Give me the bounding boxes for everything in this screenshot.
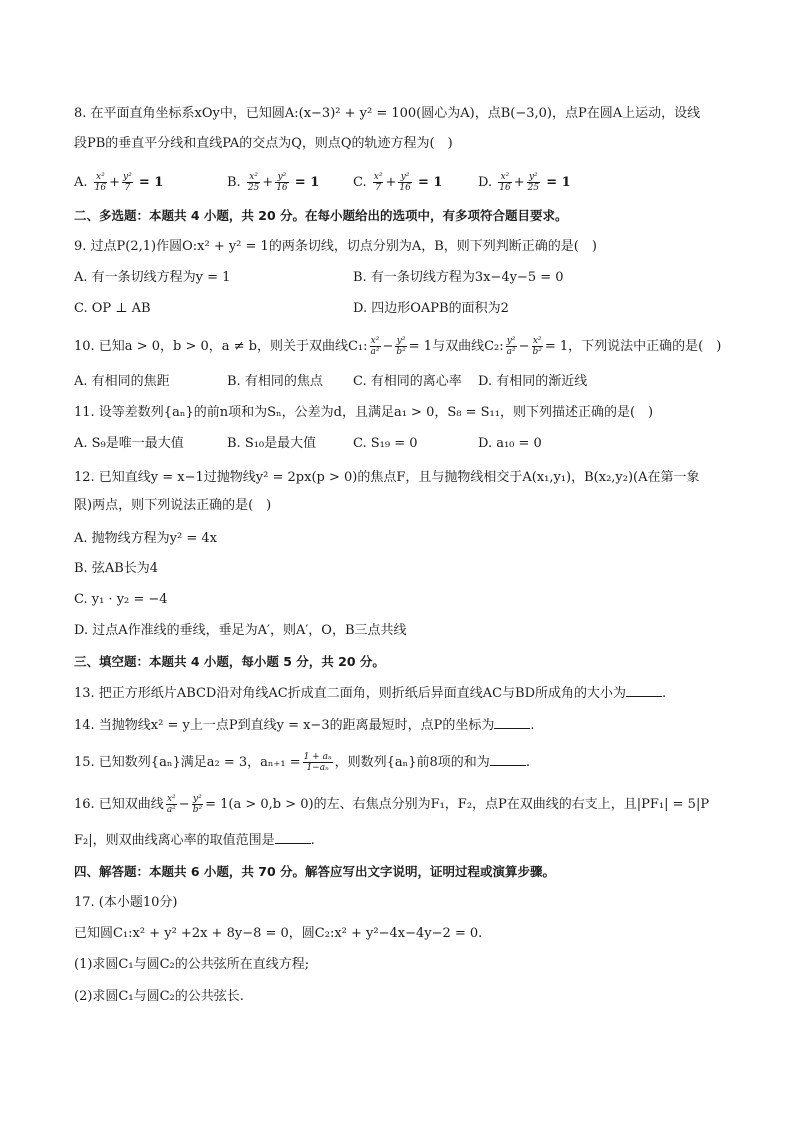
q11-option-b: B. S₁₀是最大值 [227,436,317,451]
q13-stem-end: . [662,686,667,701]
frac-num: y² [193,794,202,804]
q14-stem-text: 14. 当抛物线x² = y上一点P到直线y = x−3的距离最短时，点P的坐标为 [74,718,495,733]
frac-den: 16 [276,183,288,193]
q8-stem-line2: 段PB的垂直平分线和直线PA的交点为Q，则点Q的轨迹方程为( ) [74,136,453,151]
option-label: B. [227,175,241,190]
frac-den: b² [396,347,406,357]
q11-stem: 11. 设等差数列{aₙ}的前n项和为Sₙ，公差为d，且满足a₁ > 0，S₈ = S₁₁，则下列描述正确的是( ) [74,405,654,420]
q10-option-d: D. 有相同的渐近线 [478,374,588,389]
q16-stem-line2-text: F₂|，则双曲线离心率的取值范围是 [74,833,275,848]
q10-stem-mid: = 1与双曲线C₂: [408,339,504,354]
section-solution-heading: 四、解答题：本题共 6 小题，共 70 分。解答应写出文字说明，证明过程或演算步骤。 [74,864,556,879]
option-label: D. [478,175,493,190]
q14-stem [74,716,734,736]
q13-stem-text: 13. 把正方形纸片ABCD沿对角线AC折成直二面角，则折纸后异面直线AC与BD所成角的大小为 [74,686,627,701]
frac-den: b² [532,347,542,357]
q10-stem [74,336,734,357]
frac-den: 25 [527,183,540,193]
frac-num: y² [506,336,516,346]
frac-den: 7 [375,183,381,193]
q12-stem-line1: 12. 已知直线y = x−1过抛物线y² = 2px(p > 0)的焦点F，且与抛物线相交于A(x₁,y₁)，B(x₂,y₂)(A在第一象 [74,470,700,485]
frac-den: 16 [399,183,411,193]
q14-stem-end: . [530,718,535,733]
q12-stem-line2: 限)两点，则下列说法正确的是( ) [74,498,272,513]
section-multi-choice-heading: 二、多选题：本题共 4 小题，共 20 分。在每小题给出的选项中，有多项符合题目要求。 [74,208,568,223]
frac-num: x² [166,794,176,804]
frac-num: x² [247,172,260,183]
q12-option-b: B. 弦AB长为4 [74,561,159,576]
option-rhs: = 1 [294,175,320,190]
q15-stem-pre: 15. 已知数列{aₙ}满足a₂ = 3，aₙ₊₁ = [74,755,301,770]
frac-num: x² [94,172,107,183]
frac-den: a² [166,805,176,815]
answer-blank[interactable] [490,753,526,766]
q16-stem-line1 [74,794,734,815]
answer-blank[interactable] [275,831,311,844]
frac-den: 16 [94,183,107,193]
q17-part1: (1)求圆C₁与圆C₂的公共弦所在直线方程; [74,957,310,972]
q15-stem-post: ，则数列{aₙ}前8项的和为 [334,755,490,770]
frac-num: x² [532,336,542,346]
answer-blank[interactable] [494,716,530,729]
frac-den: 7 [124,183,131,193]
q10-minus-1: − [382,339,394,354]
q10-option-c: C. 有相同的离心率 [353,374,462,389]
q9-option-b: B. 有一条切线方程为3x−4y−5 = 0 [353,270,564,285]
q16-stem-line2 [74,831,734,851]
q9-option-d: D. 四边形OAPB的面积为2 [353,301,509,316]
q17-title: 17. (本小题10分) [74,895,178,910]
q16-stem-end: . [310,833,315,848]
option-rhs: = 1 [138,175,164,190]
frac-den: 25 [247,183,260,193]
q8-stem-line1: 8. 在平面直角坐标系xOy中，已知圆A:(x−3)² + y² = 100(圆心为A)，点B(−3,0)，点P在圆A上运动，设线 [74,106,701,121]
frac-den: b² [192,805,203,815]
frac-num: x² [498,172,511,183]
option-rhs: = 1 [417,175,443,190]
option-rhs: = 1 [546,175,571,190]
q12-option-d: D. 过点A作准线的垂线，垂足为A′，则A′，O，B三点共线 [74,623,407,638]
q15-stem-end: . [525,755,530,770]
q12-option-a: A. 抛物线方程为y² = 4x [74,531,217,546]
answer-blank[interactable] [626,684,662,697]
q8-option-a: A. $\frac{\text{x²}}{16}$ + $\frac{\text{y²}}{7}$ = 1 [74,172,164,193]
q10-option-a: A. 有相同的焦距 [74,374,170,389]
frac-num: y² [398,172,411,183]
q10-option-b: B. 有相同的焦点 [227,374,323,389]
q17-given: 已知圆C₁:x² + y² +2x + 8y−8 = 0，圆C₂:x² + y²−4x−4y−2 = 0. [74,926,483,941]
frac-num: y² [527,172,540,183]
frac-den: a² [370,347,380,357]
option-label: C. [353,175,367,190]
q12-option-c: C. y₁ · y₂ = −4 [74,592,168,607]
q17-part2: (2)求圆C₁与圆C₂的公共弦长. [74,989,244,1004]
q9-stem: 9. 过点P(2,1)作圆O:x² + y² = 1的两条切线，切点分别为A，B，则下列判断正确的是( ) [74,239,597,254]
q16-stem-pre: 16. 已知双曲线 [74,797,164,812]
frac-num: y² [275,172,288,183]
q16-minus: − [178,797,190,812]
q8-option-c: C. $\frac{\text{x²}}{7}$ + $\frac{\text{y²}}{16}$ = 1 [353,172,443,193]
frac-num: x² [370,336,380,346]
q10-stem-post: = 1，下列说法中正确的是( ) [544,339,722,354]
frac-num: 1 + aₙ [303,752,332,762]
q11-option-d: D. a₁₀ = 0 [478,436,542,451]
frac-den: a² [506,347,516,357]
q15-stem [74,752,734,773]
q11-option-c: C. S₁₉ = 0 [353,436,418,451]
q13-stem [74,684,734,704]
q8-option-d: D. $\frac{\text{x²}}{16}$ + $\frac{\text{y²}}{25}$ = 1 [478,172,571,193]
option-label: A. [74,175,88,190]
frac-den: 1−aₙ [306,763,329,773]
frac-num: y² [123,172,132,182]
q10-stem-pre: 10. 已知a > 0，b > 0，a ≠ b，则关于双曲线C₁: [74,339,368,354]
q8-option-b: B. $\frac{\text{x²}}{25}$ + $\frac{\text{y²}}{16}$ = 1 [227,172,320,193]
frac-num: x² [373,172,383,182]
section-fill-blank-heading: 三、填空题：本题共 4 小题，每小题 5 分，共 20 分。 [74,654,385,669]
q16-stem-post: = 1(a > 0,b > 0)的左、右焦点分别为F₁，F₂，点P在双曲线的右支上，且|PF₁| = 5|P [205,797,710,812]
frac-num: y² [396,336,406,346]
q10-minus-2: − [518,339,530,354]
q9-option-a: A. 有一条切线方程为y = 1 [74,270,231,285]
q11-option-a: A. S₉是唯一最大值 [74,436,184,451]
frac-den: 16 [499,183,511,193]
q9-option-c: C. OP ⊥ AB [74,301,151,316]
